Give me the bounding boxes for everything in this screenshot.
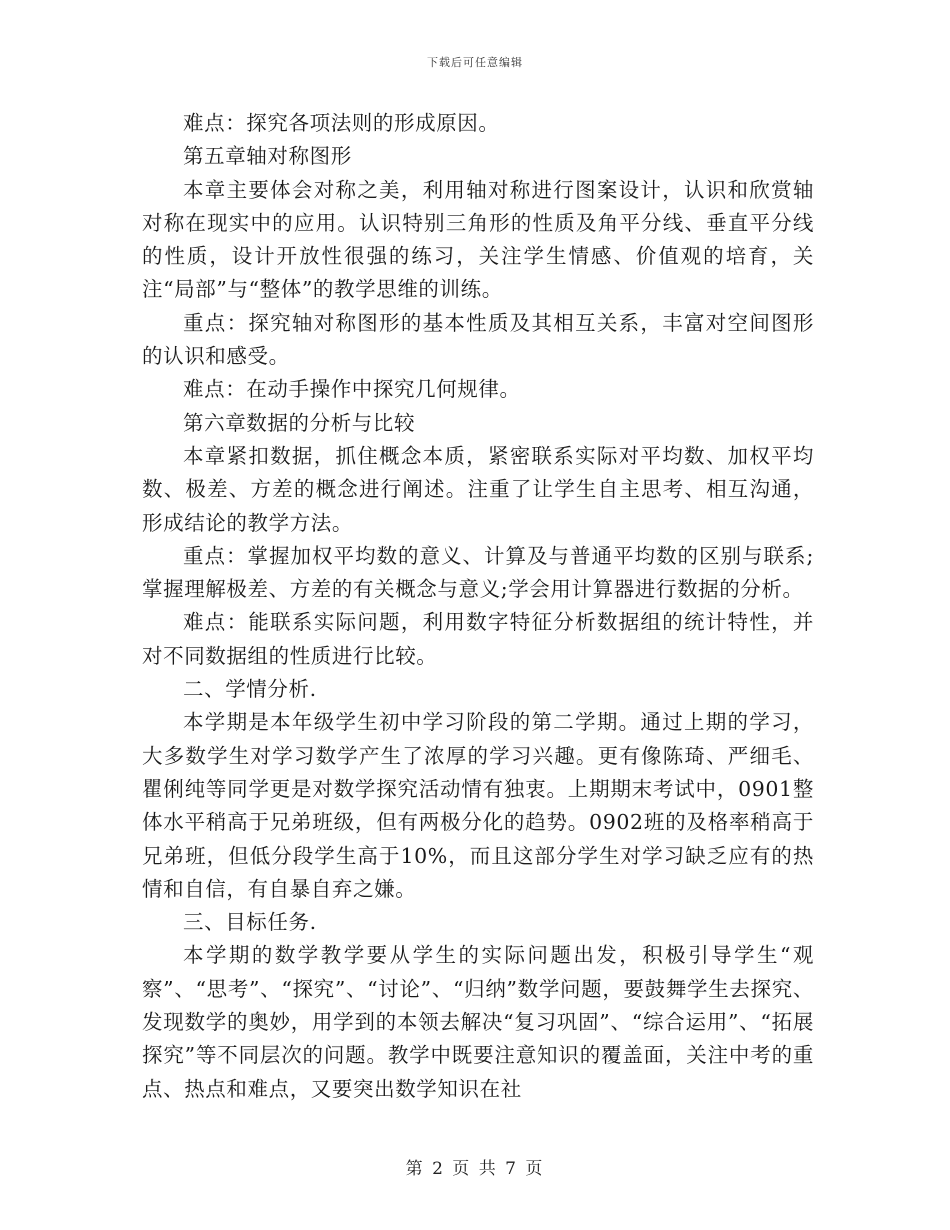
paragraph-chapter-5-key-points: 重点：探究轴对称图形的基本性质及其相互关系，丰富对空间图形的认识和感受。 bbox=[142, 310, 814, 369]
paragraph-goals: 本学期的数学教学要从学生的实际问题出发，积极引导学生“观察”、“思考”、“探究”、“讨论”、“归纳”数学问题，要鼓舞学生去探究、发现数学的奥妙，用学到的本领去解决“复习巩固”、“综合运用”、“拓展探究”等不同层次的问题。教学中既要注意知识的覆盖面，关注中考的重点、热点和难点，又要突出数学知识在社 bbox=[142, 943, 814, 1101]
paragraph-chapter-5-difficulty: 难点：在动手操作中探究几何规律。 bbox=[183, 377, 521, 402]
section-2-heading: 二、学情分析. bbox=[183, 677, 317, 702]
paragraph-chapter-6-key-points: 重点：掌握加权平均数的意义、计算及与普通平均数的区别与联系;掌握理解极差、方差的有关概念与意义;学会用计算器进行数据的分析。 bbox=[142, 543, 814, 602]
chapter-5-title: 第五章轴对称图形 bbox=[183, 144, 352, 169]
paragraph-difficulty-1: 难点：探究各项法则的形成原因。 bbox=[183, 111, 500, 135]
document-body bbox=[142, 107, 814, 1106]
section-3-heading: 三、目标任务. bbox=[183, 910, 317, 935]
paragraph-chapter-6-intro: 本章紧扣数据，抓住概念本质，紧密联系实际对平均数、加权平均数、极差、方差的概念进行阐述。注重了让学生自主思考、相互沟通，形成结论的教学方法。 bbox=[142, 443, 814, 535]
page-header-note: 下载后可任意编辑 bbox=[427, 56, 523, 69]
paragraph-chapter-6-difficulty: 难点：能联系实际问题，利用数字特征分析数据组的统计特性，并对不同数据组的性质进行比较。 bbox=[142, 610, 814, 668]
paragraph-chapter-5-intro: 本章主要体会对称之美，利用轴对称进行图案设计，认识和欣赏轴对称在现实中的应用。认识特别三角形的性质及角平分线、垂直平分线的性质，设计开放性很强的练习，关注学生情感、价值观的培育，关注“局部”与“整体”的教学思维的训练。 bbox=[142, 177, 814, 302]
chapter-6-title: 第六章数据的分析与比较 bbox=[183, 410, 416, 435]
paragraph-student-analysis: 本学期是本年级学生初中学习阶段的第二学期。通过上期的学习，大多数学生对学习数学产生了浓厚的学习兴趣。更有像陈琦、严细毛、瞿俐纯等同学更是对数学探究活动情有独衷。上期期末考试中，0901整体水平稍高于兄弟班级，但有两极分化的趋势。0902班的及格率稍高于兄弟班，但低分段学生高于10%，而且这部分学生对学习缺乏应有的热情和自信，有自暴自弃之嫌。 bbox=[142, 710, 814, 901]
page-number-footer: 第 2 页 共 7 页 bbox=[405, 1159, 545, 1179]
